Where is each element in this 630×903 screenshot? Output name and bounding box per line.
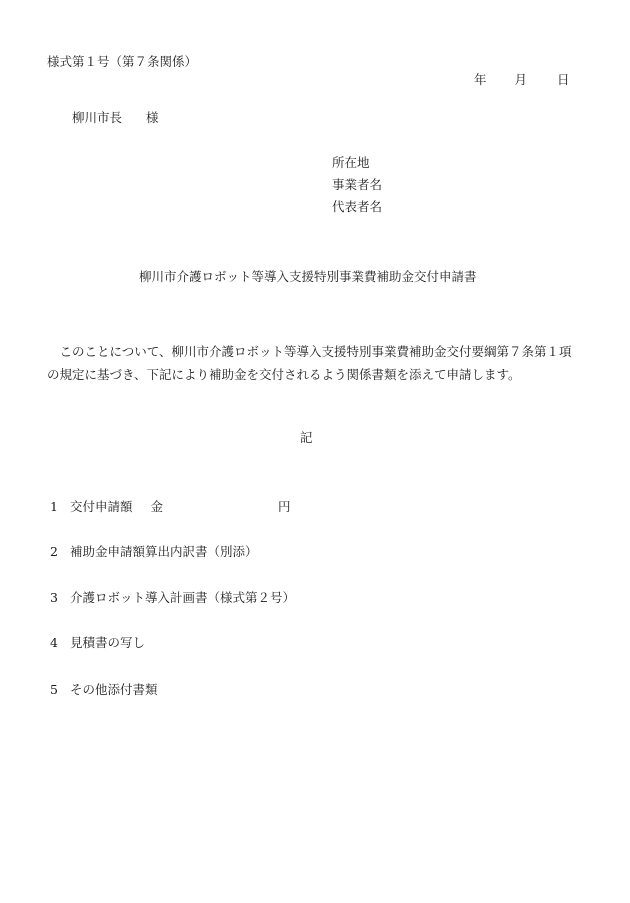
list-item: [50, 592, 295, 605]
list-item: [50, 637, 145, 650]
address-label: 所在地: [332, 155, 370, 170]
list-item: [50, 684, 158, 697]
item-text: 見積書の写し: [69, 635, 145, 650]
body-line-2: の規定に基づき、下記により補助金を交付されるよう関係書類を添えて申請します。: [47, 367, 521, 382]
business-name-label: 事業者名: [332, 177, 383, 192]
item-number: 2: [50, 544, 58, 559]
representative-label: 代表者名: [332, 199, 383, 214]
date-year-label: 年: [474, 72, 487, 87]
item-text: 補助金申請額算出内訳書（別添）: [69, 544, 258, 559]
form-number: 様式第１号（第７条関係）: [47, 54, 198, 69]
list-item: [50, 501, 291, 514]
item-number: 3: [50, 590, 58, 605]
date-month-label: 月: [514, 72, 528, 87]
amount-prefix: 金: [150, 499, 163, 514]
date-day-label: 日: [557, 72, 570, 87]
addressee-name: 柳川市長: [72, 110, 123, 125]
item-number: 1: [50, 499, 58, 514]
item-number: 5: [50, 682, 58, 697]
item-text: その他添付書類: [69, 682, 158, 697]
list-item: [50, 546, 258, 559]
date-line: [474, 74, 570, 87]
body-line-1: このことについて、柳川市介護ロボット等導入支援特別事業費補助金交付要綱第７条第１項: [47, 344, 572, 359]
item-number: 4: [50, 635, 58, 650]
addressee-honorific: 様: [146, 110, 159, 125]
document-title: 柳川市介護ロボット等導入支援特別事業費補助金交付申請書: [139, 269, 477, 284]
body-text: [47, 340, 587, 386]
item-text: 介護ロボット導入計画書（様式第２号）: [69, 590, 295, 605]
applicant-block: [332, 157, 382, 223]
item-text: 交付申請額: [69, 499, 133, 514]
addressee: [72, 112, 159, 125]
amount-unit: 円: [277, 499, 291, 514]
ki-heading: 記: [300, 430, 313, 445]
